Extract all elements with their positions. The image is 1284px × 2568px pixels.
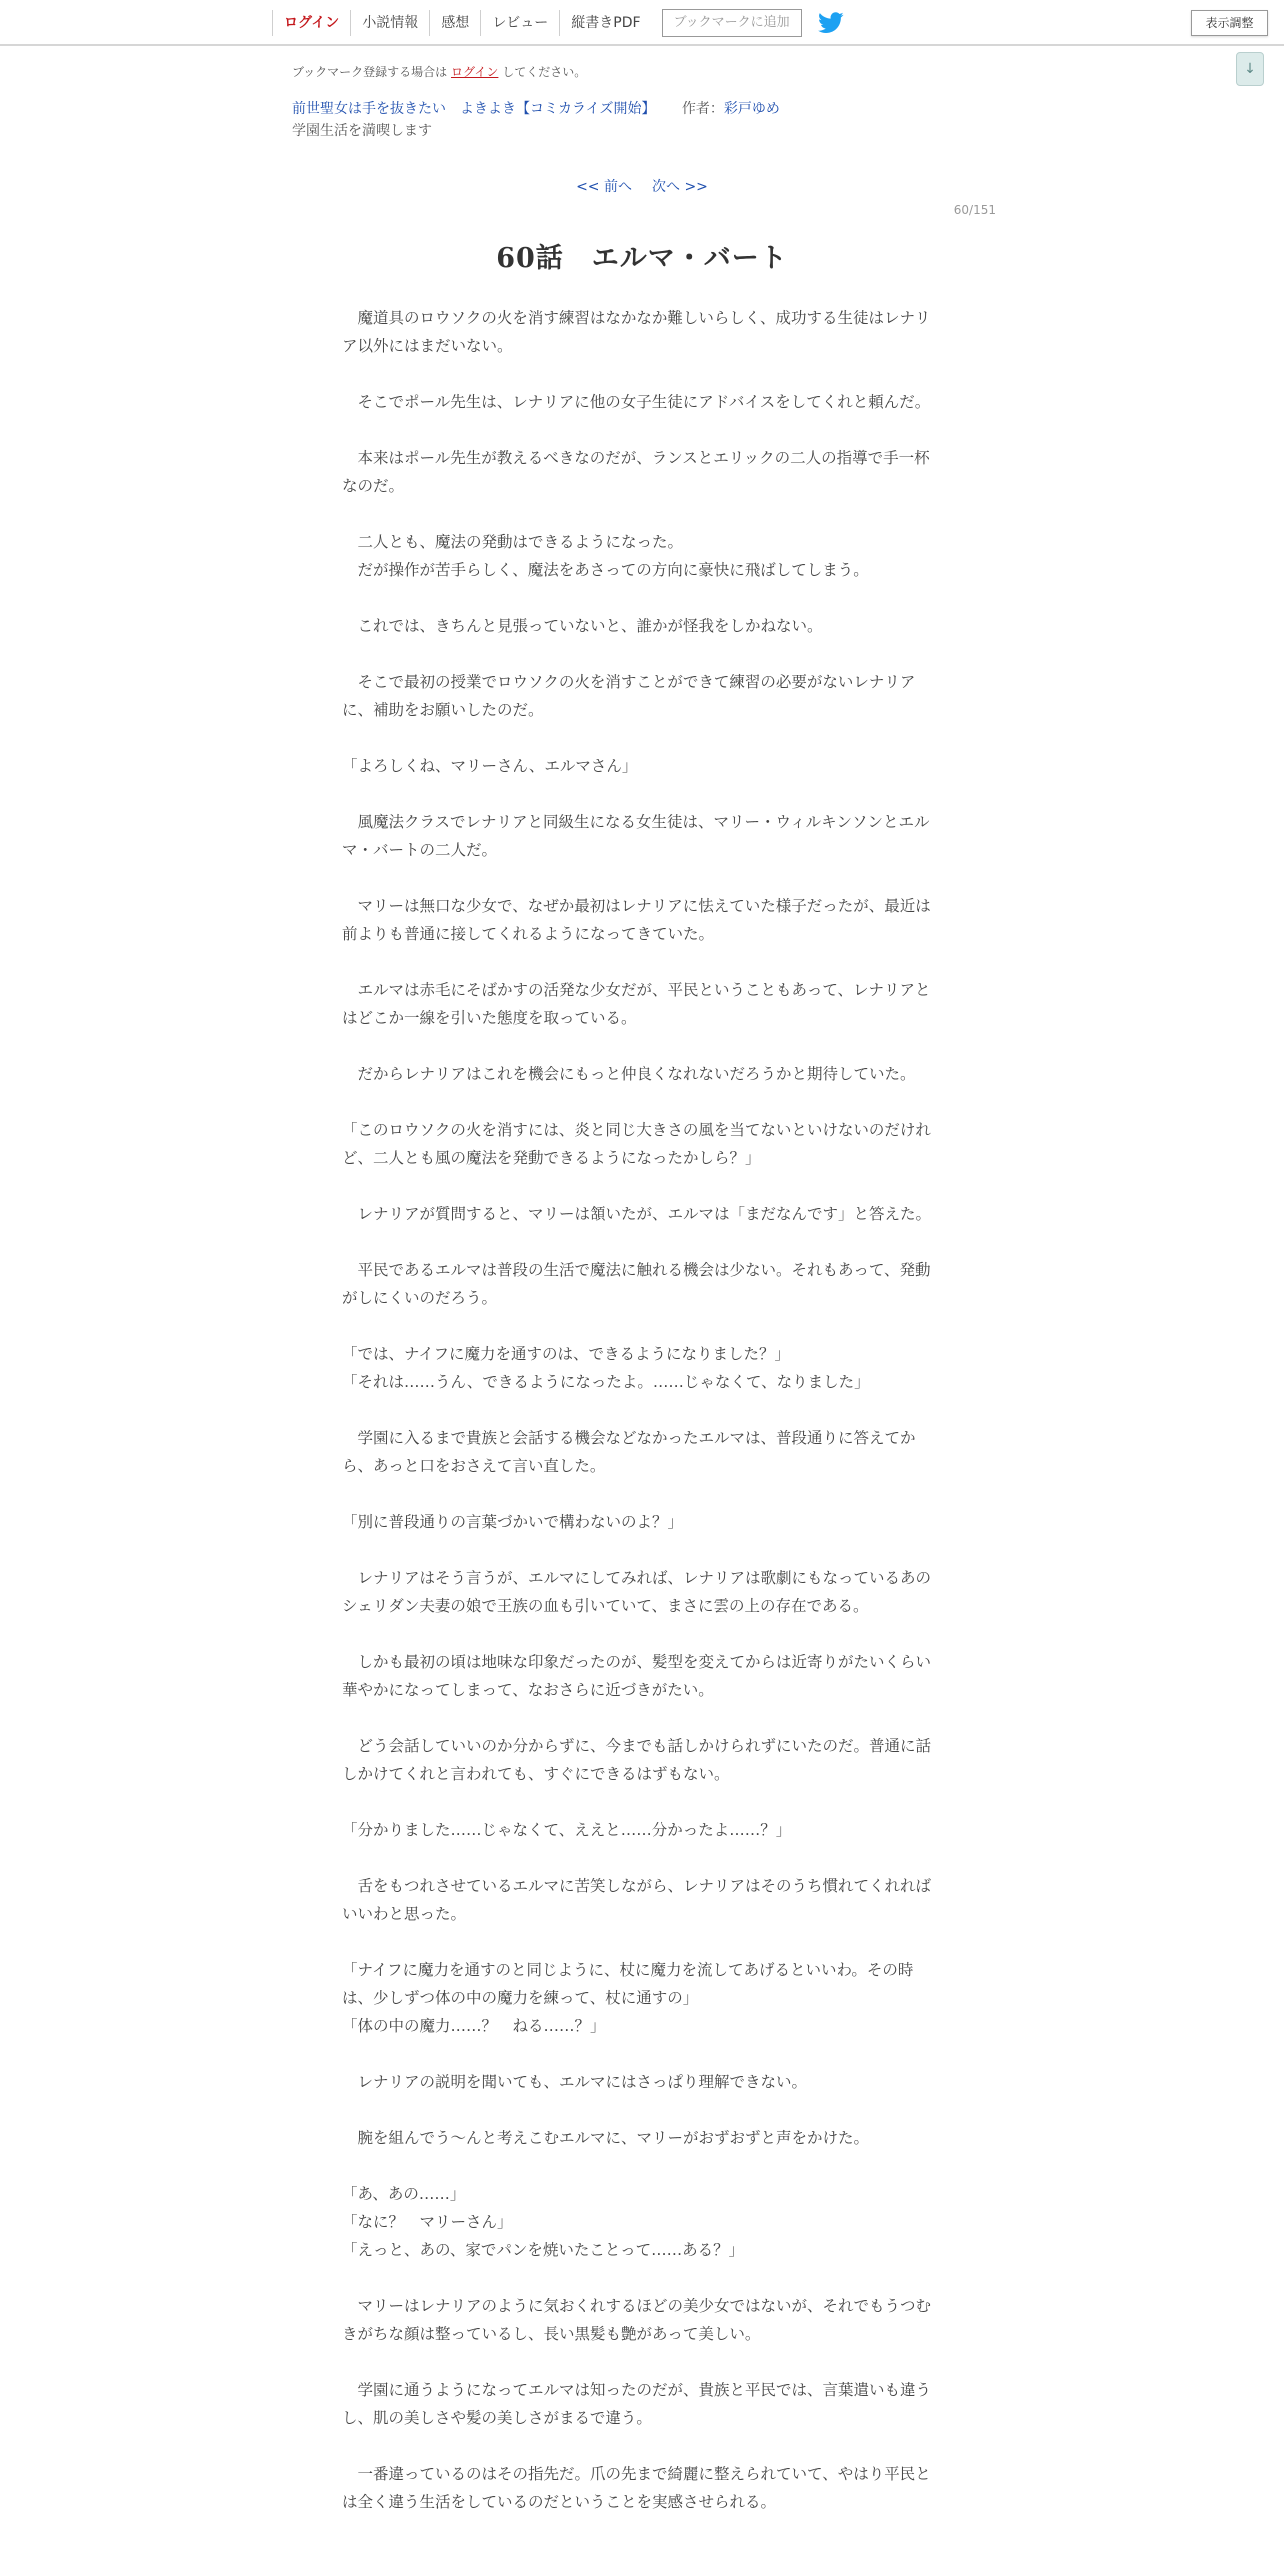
body-paragraph: 二人とも、魔法の発動はできるようになった。 だが操作が苦手らしく、魔法をあさっての方向に豪快に飛ばしてしまう。 [357, 533, 869, 579]
display-settings-button[interactable]: 表示調整 [1191, 10, 1268, 36]
body-paragraph: そこで最初の授業でロウソクの火を消すことができて練習の必要がないレナリアに、補助をお願いしたのだ。 [342, 673, 916, 719]
body-paragraph: 一番違っているのはその指先だ。爪の先まで綺麗に整えられていて、やはり平民とは全く違う生活をしているのだということを実感させられる。 [342, 2465, 931, 2511]
notice-text-after: してください。 [502, 65, 587, 79]
novel-title-link[interactable]: 前世聖女は手を抜きたい よきよき【コミカライズ開始】 [292, 101, 656, 117]
chapter-title: 60話 エルマ・バート [496, 243, 788, 274]
body-paragraph: 舌をもつれさせているエルマに苦笑しながら、レナリアはそのうち慣れてくれればいいわと思った。 [342, 1877, 932, 1923]
notice-text-before: ブックマーク登録する場合は [292, 65, 448, 79]
add-bookmark-button[interactable]: ブックマークに追加 [662, 9, 802, 37]
body-paragraph: 「では、ナイフに魔力を通すのは、できるようになりました？」 「それは……うん、できるようになったよ。……じゃなくて、なりました」 [342, 1345, 870, 1391]
author-label: 作者： [681, 101, 724, 117]
chapter-body [342, 304, 942, 2544]
bookmark-login-notice [292, 63, 586, 80]
body-paragraph: しかも最初の頃は地味な印象だったのが、髪型を変えてからは近寄りがたいくらい華やかになってしまって、なおさらに近づきがたい。 [342, 1653, 932, 1699]
body-paragraph: だからレナリアはこれを機会にもっと仲良くなれないだろうかと期待していた。 [342, 1065, 916, 1083]
episode-counter: 60/151 [953, 203, 996, 217]
arrow-down-icon[interactable]: ↓ [1236, 52, 1264, 86]
twitter-bird-icon[interactable] [818, 12, 844, 34]
body-paragraph: 風魔法クラスでレナリアと同級生になる女生徒は、マリー・ウィルキンソンとエルマ・バートの二人だ。 [342, 813, 930, 859]
body-paragraph: 「あ、あの……」 「なに？ マリーさん」 「えっと、あの、家でパンを焼いたことって……ある？」 [342, 2185, 745, 2259]
novel-info-link[interactable]: 小説情報 [350, 10, 429, 36]
body-paragraph: どう会話していいのか分からずに、今までも話しかけられずにいたのだ。普通に話しかけてくれと言われても、すぐにできるはずもない。 [342, 1737, 932, 1783]
body-paragraph: 「別に普段通りの言葉づかいで構わないのよ？」 [342, 1513, 684, 1531]
body-paragraph: 「ナイフに魔力を通すのと同じように、杖に魔力を流してあげるといいわ。その時は、少しずつ体の中の魔力を練って、杖に通すの」 「体の中の魔力……？ ねる……？」 [342, 1961, 914, 2035]
prev-page-link[interactable]: << 前へ [576, 179, 632, 195]
body-paragraph: 魔道具のロウソクの火を消す練習はなかなか難しいらしく、成功する生徒はレナリア以外にはまだいない。 [342, 309, 931, 355]
body-paragraph: 学園に入るまで貴族と会話する機会などなかったエルマは、普段通りに答えてから、あっと口をおさえて言い直した。 [342, 1429, 916, 1475]
body-paragraph: 本来はポール先生が教えるべきなのだが、ランスとエリックの二人の指導で手一杯なのだ。 [342, 449, 930, 495]
body-paragraph: 学園に通うようになってエルマは知ったのだが、貴族と平民では、言葉遣いも違うし、肌の美しさや髪の美しさがまるで違う。 [342, 2381, 932, 2427]
body-paragraph: 「このロウソクの火を消すには、炎と同じ大きさの風を当てないといけないのだけれど、二人とも風の魔法を発動できるようになったかしら？」 [342, 1121, 931, 1167]
review-link[interactable]: レビュー [480, 10, 559, 36]
impressions-link[interactable]: 感想 [429, 10, 480, 36]
next-page-link[interactable]: 次へ >> [652, 179, 708, 195]
body-paragraph: マリーはレナリアのように気おくれするほどの美少女ではないが、それでもうつむきがちな顔は整っているし、長い黒髪も艶があって美しい。 [342, 2297, 932, 2343]
vertical-pdf-link[interactable]: 縦書きPDF [559, 10, 651, 36]
body-paragraph: エルマは赤毛にそばかすの活発な少女だが、平民ということもあって、レナリアとはどこか一線を引いた態度を取っている。 [342, 981, 931, 1027]
body-paragraph: レナリアが質問すると、マリーは頷いたが、エルマは「まだなんです」と答えた。 [342, 1205, 932, 1223]
body-paragraph: 平民であるエルマは普段の生活で魔法に触れる機会は少ない。それもあって、発動がしにくいのだろう。 [342, 1261, 931, 1307]
author-link[interactable]: 彩戸ゆめ [723, 101, 780, 117]
body-paragraph: 「分かりました……じゃなくて、ええと……分かったよ……？」 [342, 1821, 792, 1839]
body-paragraph: 「よろしくね、マリーさん、エルマさん」 [342, 757, 638, 775]
body-paragraph: マリーは無口な少女で、なぜか最初はレナリアに怯えていた様子だったが、最近は前よりも普通に接してくれるようになってきていた。 [342, 897, 931, 943]
pager [0, 176, 1284, 196]
body-paragraph: そこでポール先生は、レナリアに他の女子生徒にアドバイスをしてくれと頼んだ。 [342, 393, 931, 411]
login-link[interactable]: ログイン [272, 10, 350, 36]
top-navigation-bar [0, 0, 1284, 46]
body-paragraph: 腕を組んでう～んと考えこむエルマに、マリーがおずおずと声をかけた。 [342, 2129, 870, 2147]
notice-login-link[interactable]: ログイン [451, 65, 499, 79]
body-paragraph: レナリアはそう言うが、エルマにしてみれば、レナリアは歌劇にもなっているあのシェリダン夫妻の娘で王族の血も引いていて、まさに雲の上の存在である。 [342, 1569, 932, 1615]
body-paragraph: レナリアの説明を聞いても、エルマにはさっぱり理解できない。 [342, 2073, 808, 2091]
novel-header [292, 98, 780, 118]
body-paragraph: これでは、きちんと見張っていないと、誰かが怪我をしかねない。 [342, 617, 823, 635]
main-nav [272, 0, 844, 46]
chapter-group-title: 学園生活を満喫します [292, 123, 432, 139]
